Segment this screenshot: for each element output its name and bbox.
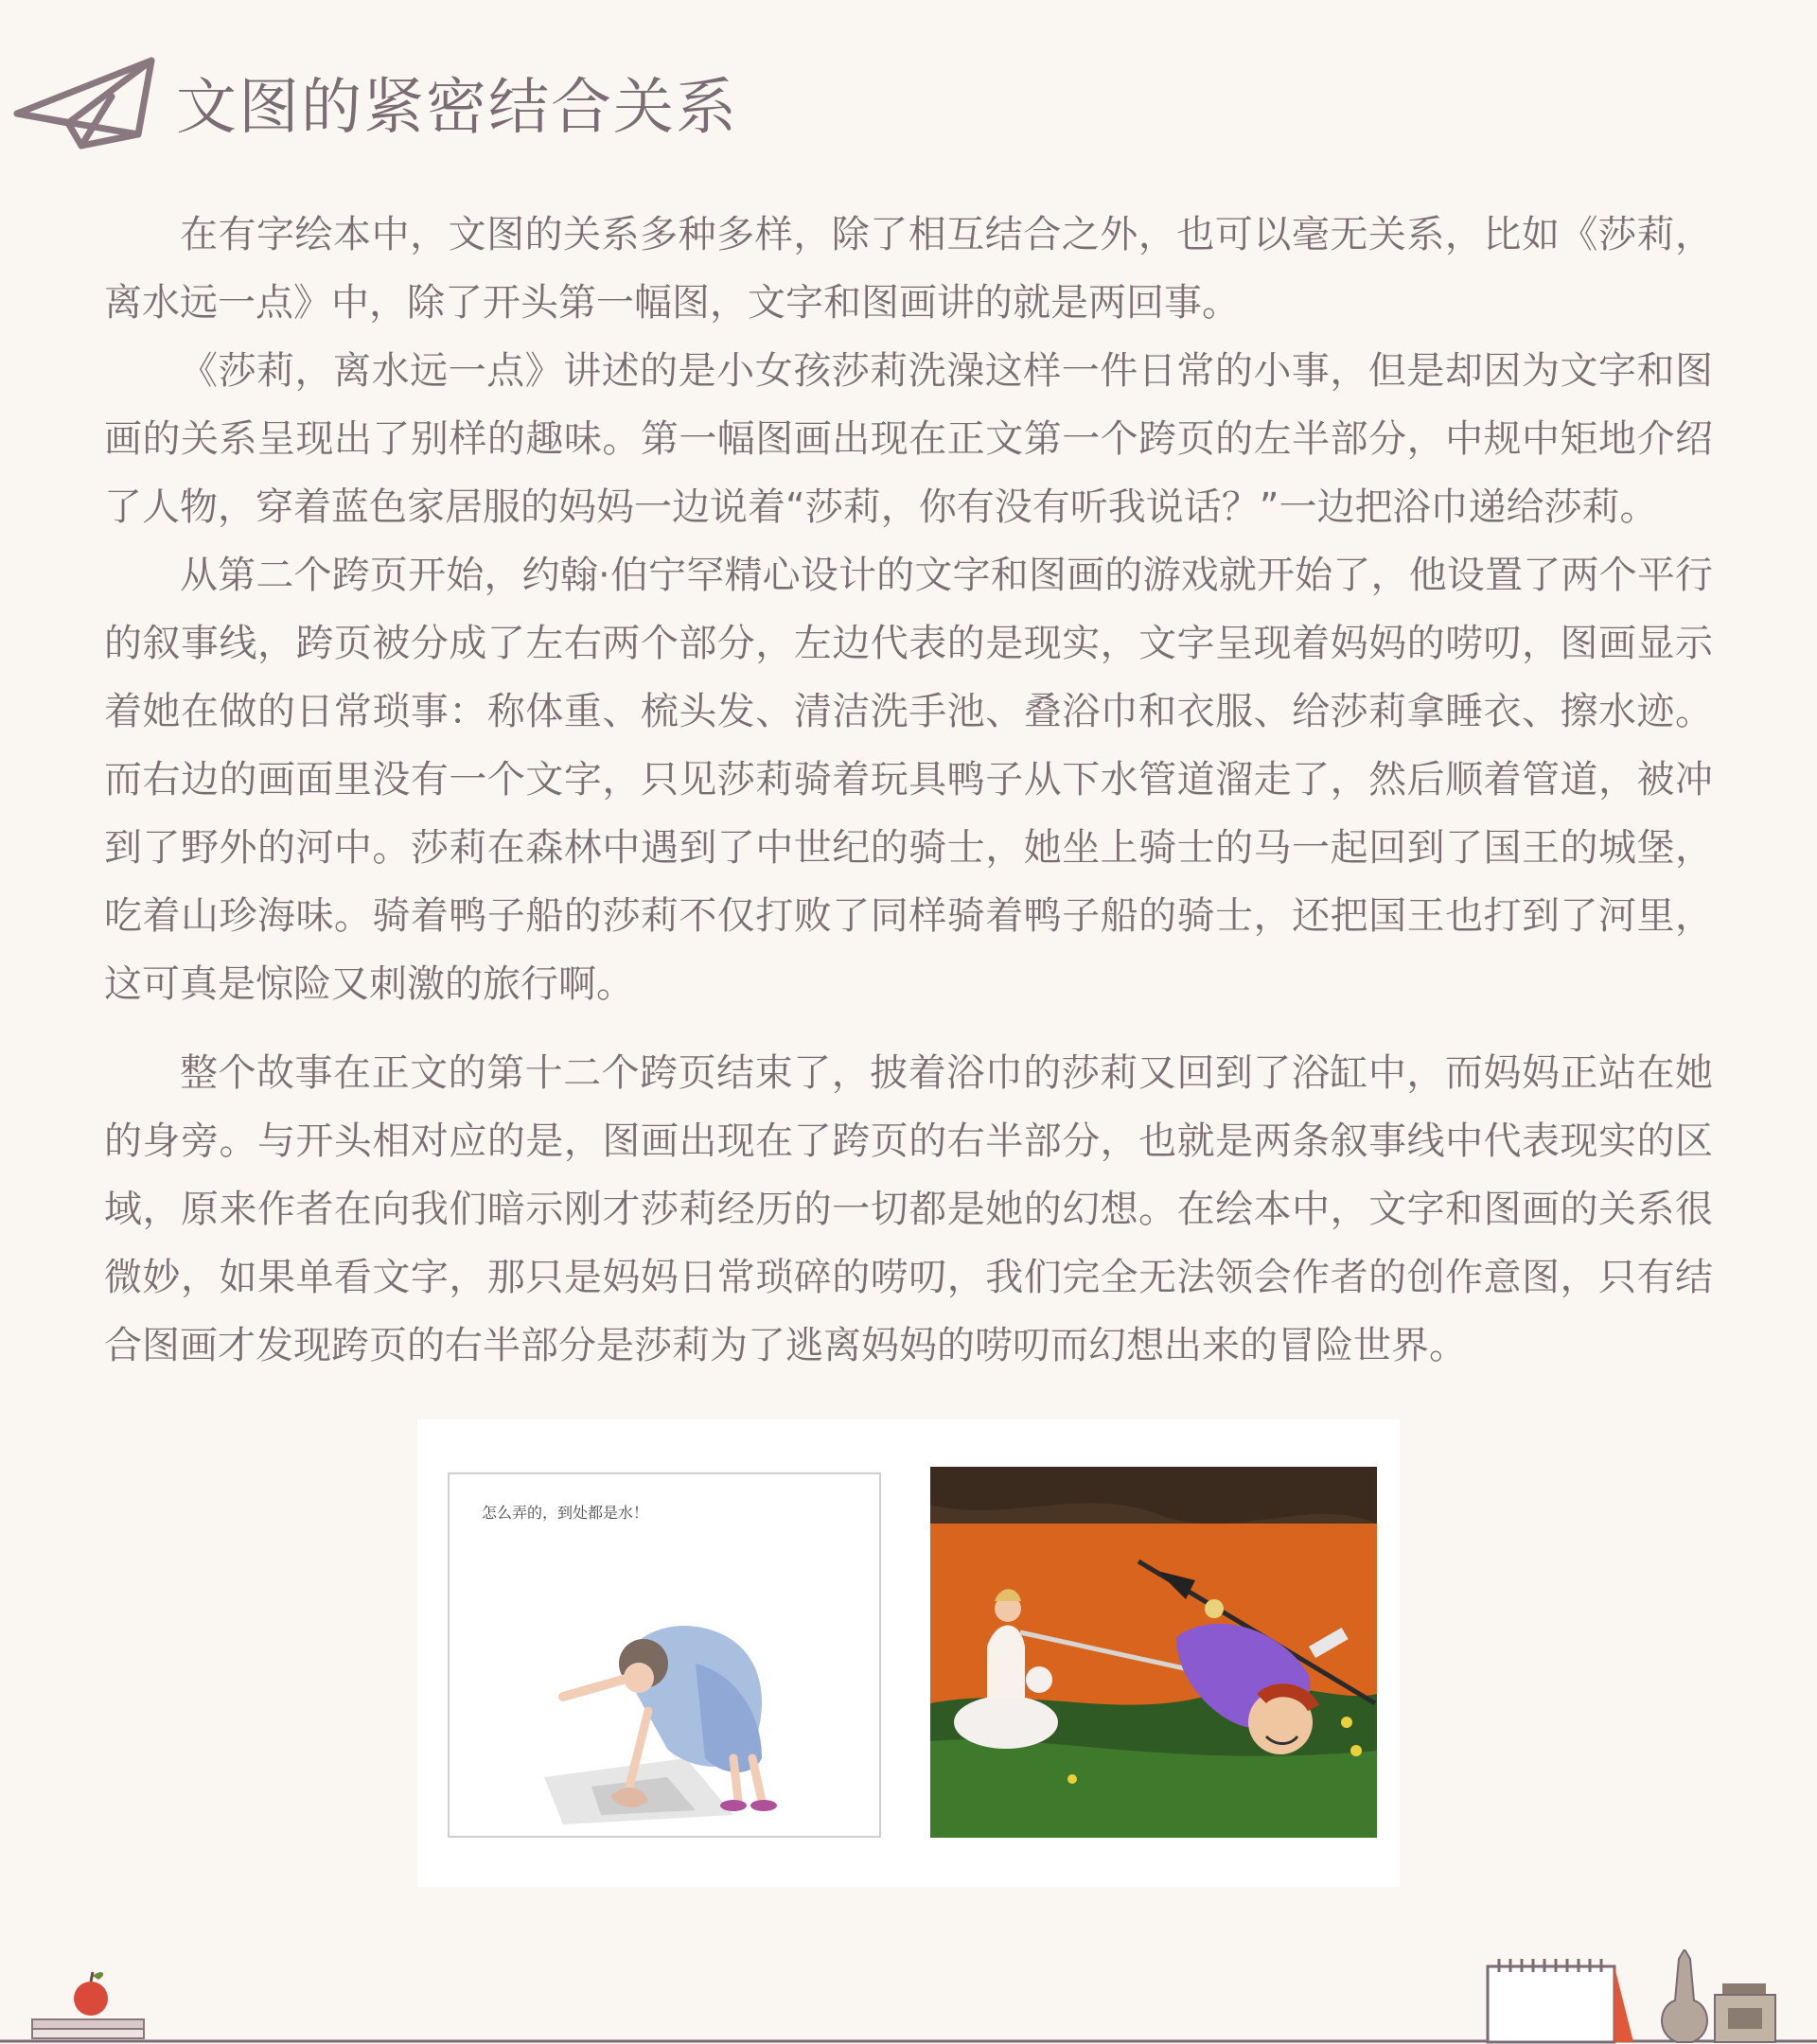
paragraph-2: 《莎莉，离水远一点》讲述的是小女孩莎莉洗澡这样一件日常的小事，但是却因为文字和图画的关系呈现出了别样的趣味。第一幅图画出现在正文第一个跨页的左半部分，中规中矩地介绍了人物，穿着蓝色家居服的妈妈一边说着“莎莉，你有没有听我说话？”一边把浴巾递给莎莉。 <box>104 349 1713 529</box>
footer-decoration <box>0 1949 1817 2044</box>
paper-plane-icon <box>13 55 155 150</box>
pen-icon <box>1662 1949 1707 2042</box>
page-header <box>13 55 738 150</box>
mother-cleaning-illustration <box>450 1474 879 1836</box>
left-panel-caption: 怎么弄的，到处都是水！ <box>482 1504 649 1522</box>
left-panel-reality <box>448 1472 881 1838</box>
sally-knight-illustration <box>930 1467 1377 1838</box>
ink-bottle-icon <box>1715 1983 1775 2042</box>
page-title: 文图的紧密结合关系 <box>176 73 738 143</box>
paragraph-1: 在有字绘本中，文图的关系多种多样，除了相互结合之外，也可以毫无关系，比如《莎莉，离水远一点》中，除了开头第一幅图，文字和图画讲的就是两回事。 <box>104 213 1713 325</box>
paragraph-4: 整个故事在正文的第十二个跨页结束了，披着浴巾的莎莉又回到了浴缸中，而妈妈正站在她的身旁。与开头相对应的是，图画出现在了跨页的右半部分，也就是两条叙事线中代表现实的区域，原来作者在向我们暗示刚才莎莉经历的一切都是她的幻想。在绘本中，文字和图画的关系很微妙，如果单看文字，那只是妈妈日常琐碎的唠叨，我们完全无法领会作者的创作意图，只有结合图画才发现跨页的右半部分是莎莉为了逃离妈妈的唠叨而幻想出来的冒险世界。 <box>104 1051 1713 1367</box>
right-panel-fantasy <box>930 1467 1377 1838</box>
calendar-icon <box>1488 1959 1633 2042</box>
apple-icon <box>32 1972 144 2038</box>
article-body <box>104 201 1713 1380</box>
paragraph-3: 从第二个跨页开始，约翰·伯宁罕精心设计的文字和图画的游戏就开始了，他设置了两个平行的叙事线，跨页被分成了左右两个部分，左边代表的是现实，文字呈现着妈妈的唠叨，图画显示着她在做的日常琐事：称体重、梳头发、清洁洗手池、叠浴巾和衣服、给莎莉拿睡衣、擦水迹。而右边的画面里没有一个文字，只见莎莉骑着玩具鸭子从下水管道溜走了，然后顺着管道，被冲到了野外的河中。莎莉在森林中遇到了中世纪的骑士，她坐上骑士的马一起回到了国王的城堡，吃着山珍海味。骑着鸭子船的莎莉不仅打败了同样骑着鸭子船的骑士，还把国王也打到了河里，这可真是惊险又刺激的旅行啊。 <box>104 554 1713 1006</box>
book-spread-illustration <box>417 1419 1400 1887</box>
